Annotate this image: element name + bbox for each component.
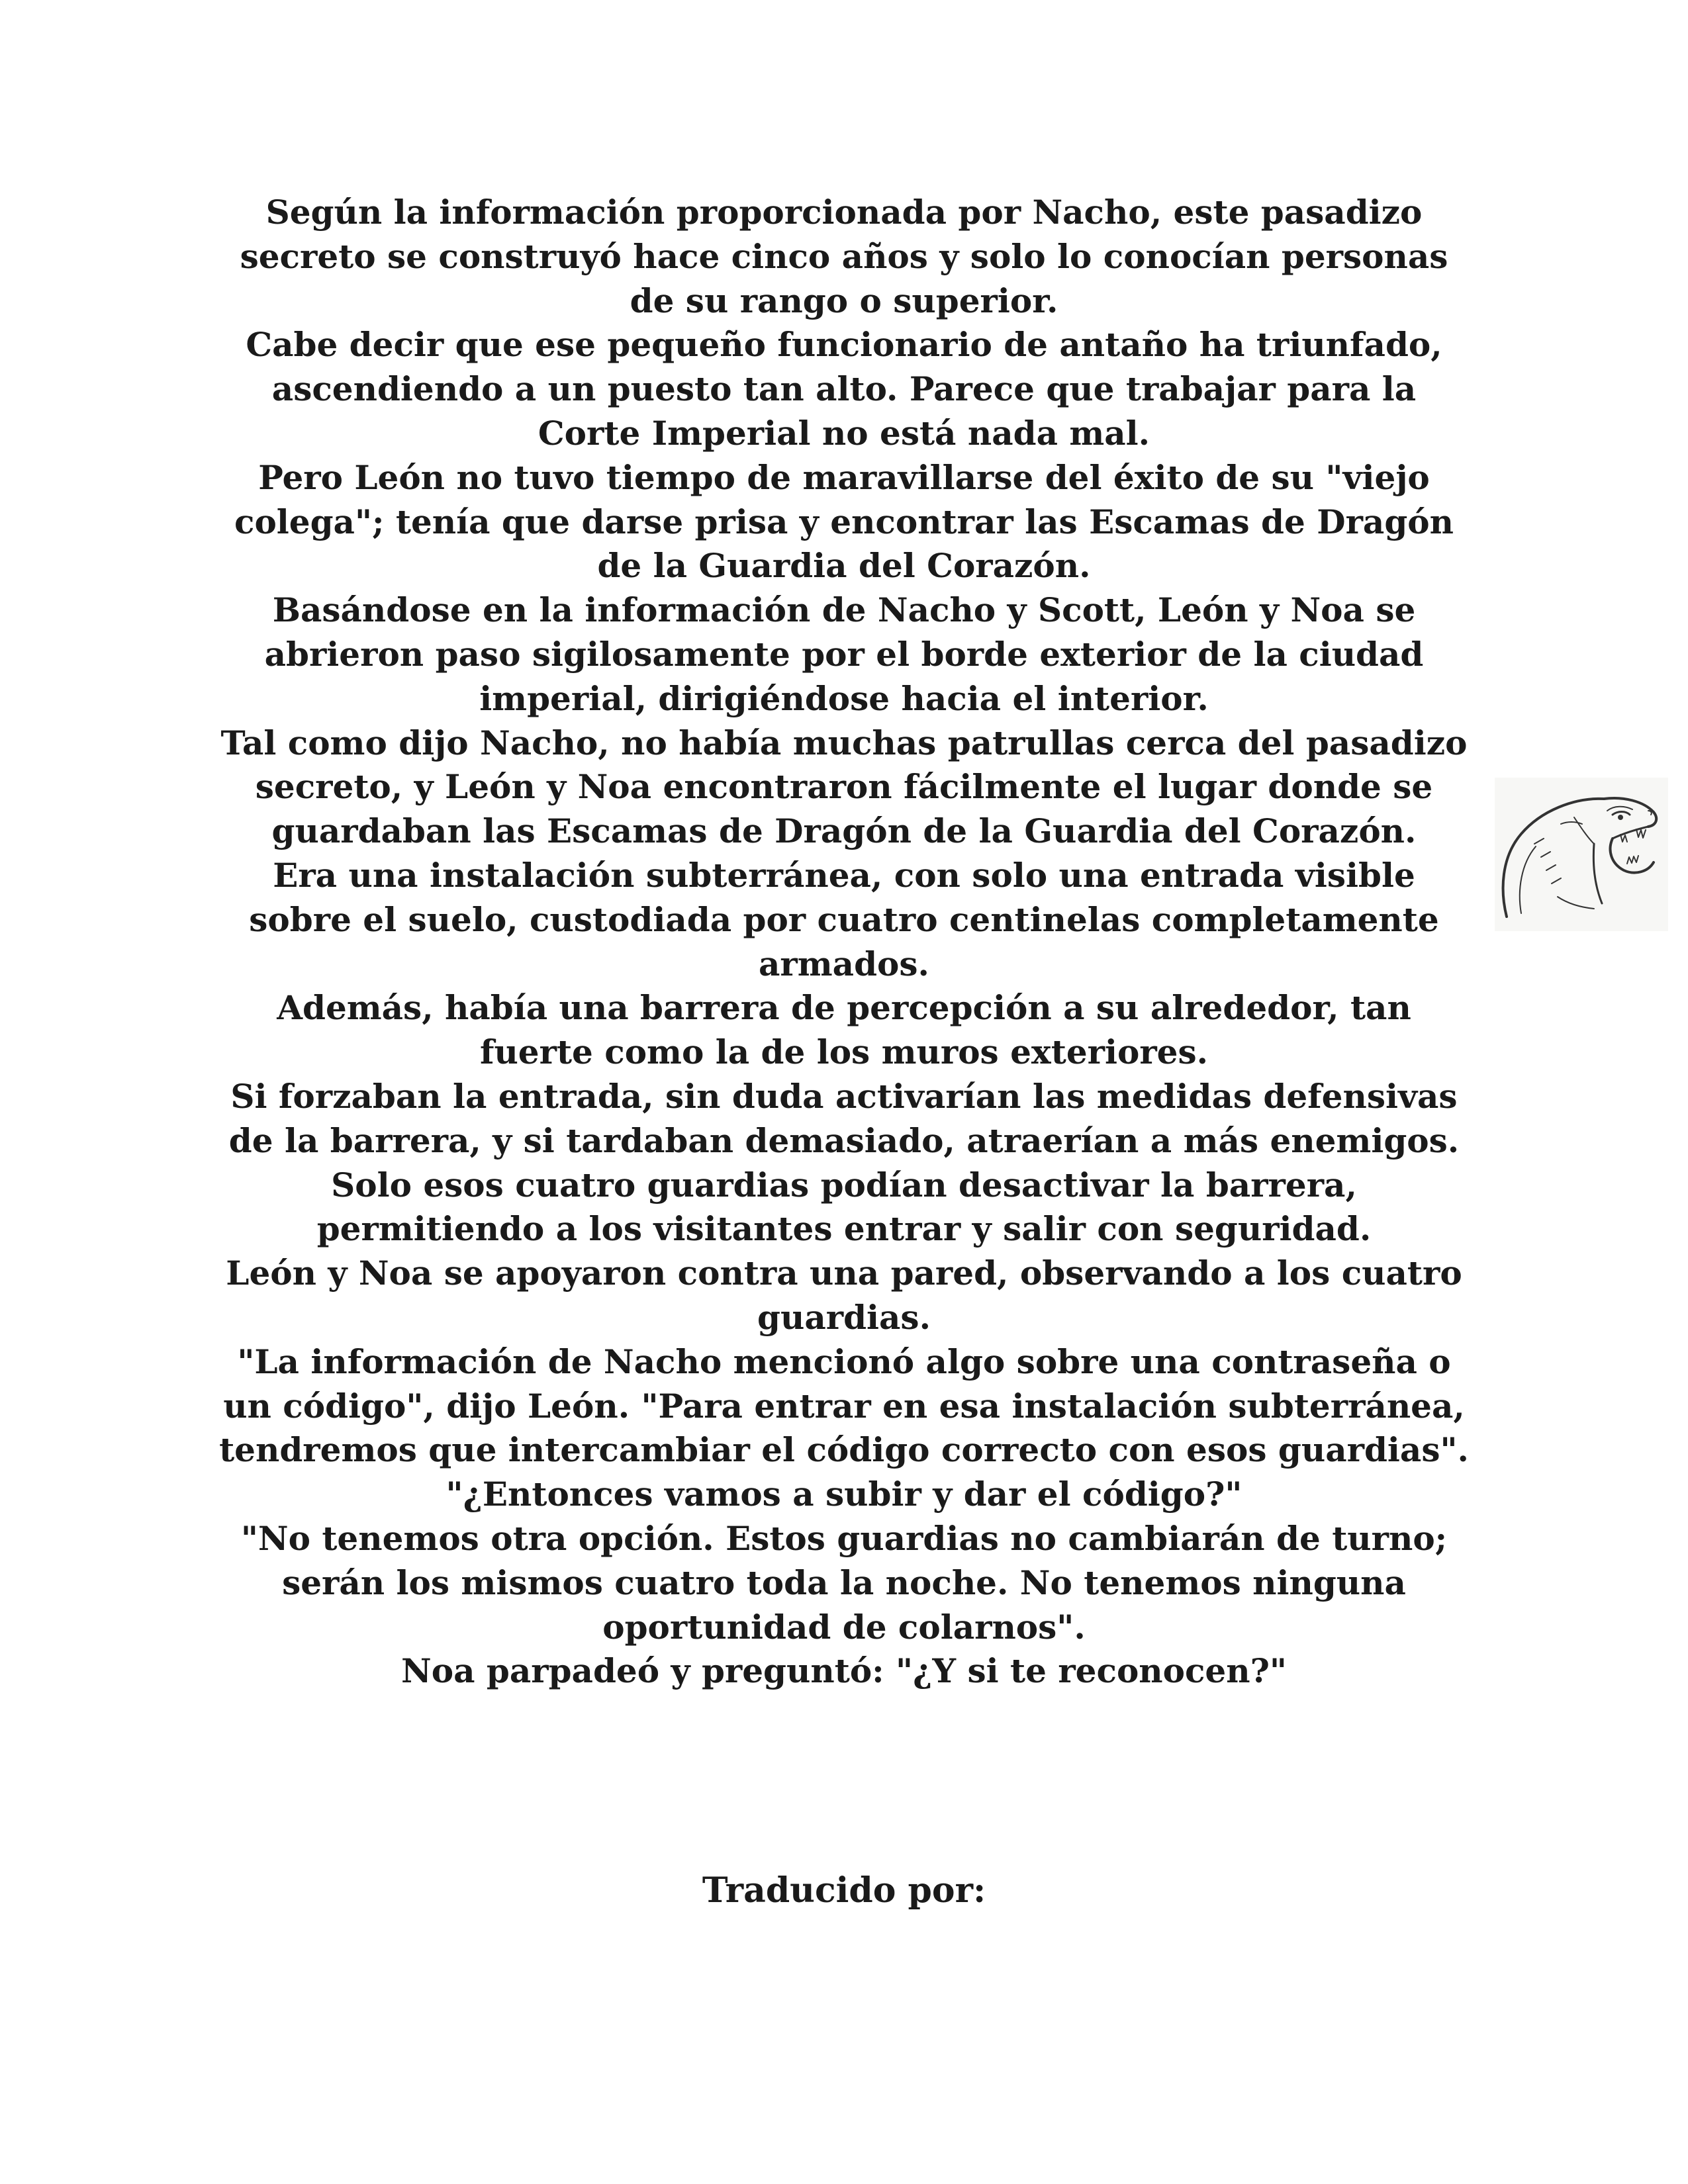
paragraph: "¿Entonces vamos a subir y dar el código?"	[445, 1475, 1243, 1514]
paragraph: Noa parpadeó y preguntó: "¿Y si te reconocen?"	[401, 1651, 1287, 1691]
paragraph: "No tenemos otra opción. Estos guardias no cambiarán de turno; serán los mismos cuatro toda la noche. No tenemos ninguna oportunidad de colarnos".	[240, 1518, 1448, 1647]
dinosaur-sketch-icon	[1495, 778, 1668, 931]
paragraph: Cabe decir que ese pequeño funcionario de antaño ha triunfado, ascendiendo a un puesto tan alto. Parece que trabajar para la Corte Imperial no está nada mal.	[246, 325, 1442, 453]
paragraph: Si forzaban la entrada, sin duda activarían las medidas defensivas de la barrera, y si tardaban demasiado, atraerían a más enemigos.	[228, 1076, 1460, 1160]
paragraph: Pero León no tuvo tiempo de maravillarse del éxito de su "viejo colega"; tenía que darse prisa y encontrar las Escamas de Dragón de la Guardia del Corazón.	[234, 457, 1454, 586]
paragraph: Según la información proporcionada por Nacho, este pasadizo secreto se construyó hace cinco años y solo lo conocían personas de su rango o superior.	[240, 193, 1448, 320]
paragraph: Además, había una barrera de percepción a su alrededor, tan fuerte como la de los muros exteriores.	[277, 988, 1411, 1072]
paragraph: Solo esos cuatro guardias podían desactivar la barrera, permitiendo a los visitantes entrar y salir con seguridad.	[316, 1165, 1372, 1249]
paragraph: León y Noa se apoyaron contra una pared, observando a los cuatro guardias.	[226, 1253, 1462, 1337]
story-text	[218, 191, 1470, 1694]
paragraph: Tal como dijo Nacho, no había muchas patrullas cerca del pasadizo secreto, y León y Noa encontraron fácilmente el lugar donde se guardaban las Escamas de Dragón de la Guardia del Corazón.	[220, 723, 1468, 851]
paragraph: Basándose en la información de Nacho y Scott, León y Noa se abrieron paso sigilosamente por el borde exterior de la ciudad imperial, dirigiéndose hacia el interior.	[264, 590, 1424, 718]
translator-credit: Traducido por:	[702, 1870, 986, 1911]
paragraph: Era una instalación subterránea, con solo una entrada visible sobre el suelo, custodiada por cuatro centinelas completamente armados.	[249, 855, 1439, 983]
paragraph: "La información de Nacho mencionó algo sobre una contraseña o un código", dijo León. "Para entrar en esa instalación subterránea, tendremos que intercambiar el código correcto con esos guardias".	[219, 1342, 1469, 1470]
